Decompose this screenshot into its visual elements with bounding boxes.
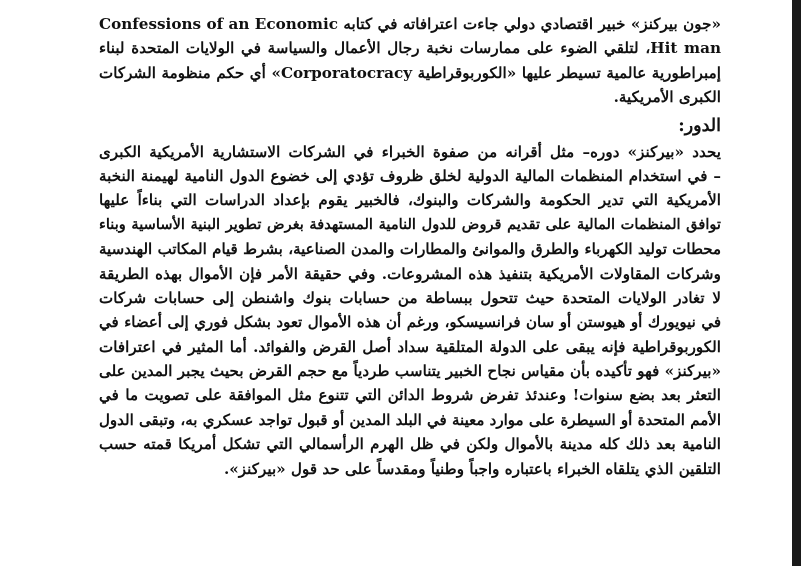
body-line: «بيركنز» فهو تأكيده بأن مقياس نجاح الخبير يتناسب طردياً مع حجم القرض بحيث يجبر المدين على <box>99 362 721 381</box>
body-line: التلقين الذي يتلقاه الخبراء باعتباره واجباً وطنياً ومقدساً على حد قول «بيركنز». <box>224 459 721 478</box>
body-line: يحدد «بيركنز» دوره– مثل أقرانه من صفوة الخبراء في الشركات الاستشارية الأمريكية الكبرى <box>99 142 721 161</box>
body-line: – في استخدام المنظمات المالية الدولية لخلق ظروف تؤدي إلى خضوع الدول النامية لهيمنة النخبة <box>99 166 721 185</box>
body-line: الكوربوقراطية فإنه يبقى على الدولة المتلقية سداد أصل القرض والفوائد. أما المثير في اعترافات <box>99 337 721 356</box>
section-heading: الدور: <box>678 115 721 136</box>
intro-line: «جون بيركنز» خبير اقتصادي دولي جاءت اعترافاته في كتابه Confessions of an Economic <box>99 15 721 33</box>
page-edge-shadow <box>792 0 801 566</box>
document-text <box>99 12 721 481</box>
body-line: لا تغادر الولايات المتحدة حيث تتحول ببساطة من حسابات بنوك واشنطن إلى حسابات شركات <box>99 288 721 307</box>
body-line: الأمم المتحدة أو السيطرة على موارد معينة في البلد المدين أو قبول تواجد عسكري به، وتبقى الدول <box>99 410 721 429</box>
body-line: الأمريكية التي تدير الحكومة والشركات والبنوك، فالخبير يقوم بإعداد الدراسات التي بناءاً عليها <box>99 191 721 210</box>
body-line: توافق المنظمات المالية على تقديم قروض للدول النامية المستهدفة بغرض تطوير البنية الأساسية وبناء <box>99 215 721 233</box>
body-line: في نيويورك أو هيوستن أو سان فرانسيسكو، ورغم أن هذه الأموال تعود بشكل فوري إلى أعضاء في <box>99 313 721 332</box>
intro-line: إمبراطورية عالمية تسيطر عليها «الكوربوقراطية Corporatocracy» أي حكم منظومة الشركات <box>99 63 721 82</box>
intro-line: Hit man، لتلقي الضوء على ممارسات نخبة رجال الأعمال والسياسة في الولايات المتحدة لبناء <box>99 39 721 58</box>
body-line: التعثر بعد بضع سنوات! وعندئذ تفرض شروط الدائن التي تتنوع مثل الموافقة على تصويت ما في <box>99 386 721 405</box>
body-line: وشركات المقاولات الأمريكية بتنفيذ هذه المشروعات. وفي حقيقة الأمر فإن الأموال بهذه الطريقة <box>99 264 721 283</box>
intro-line: الكبرى الأمريكية. <box>613 88 721 107</box>
body-line: محطات توليد الكهرباء والطرق والموانئ والمطارات والمدن الصناعية، بشرط قيام المكاتب الهندسية <box>99 240 721 259</box>
body-line: النامية بعد ذلك كله مدينة بالأموال ولكن في ظل الهرم الرأسمالي التي تشكل أمريكا قمته حسب <box>99 435 721 454</box>
